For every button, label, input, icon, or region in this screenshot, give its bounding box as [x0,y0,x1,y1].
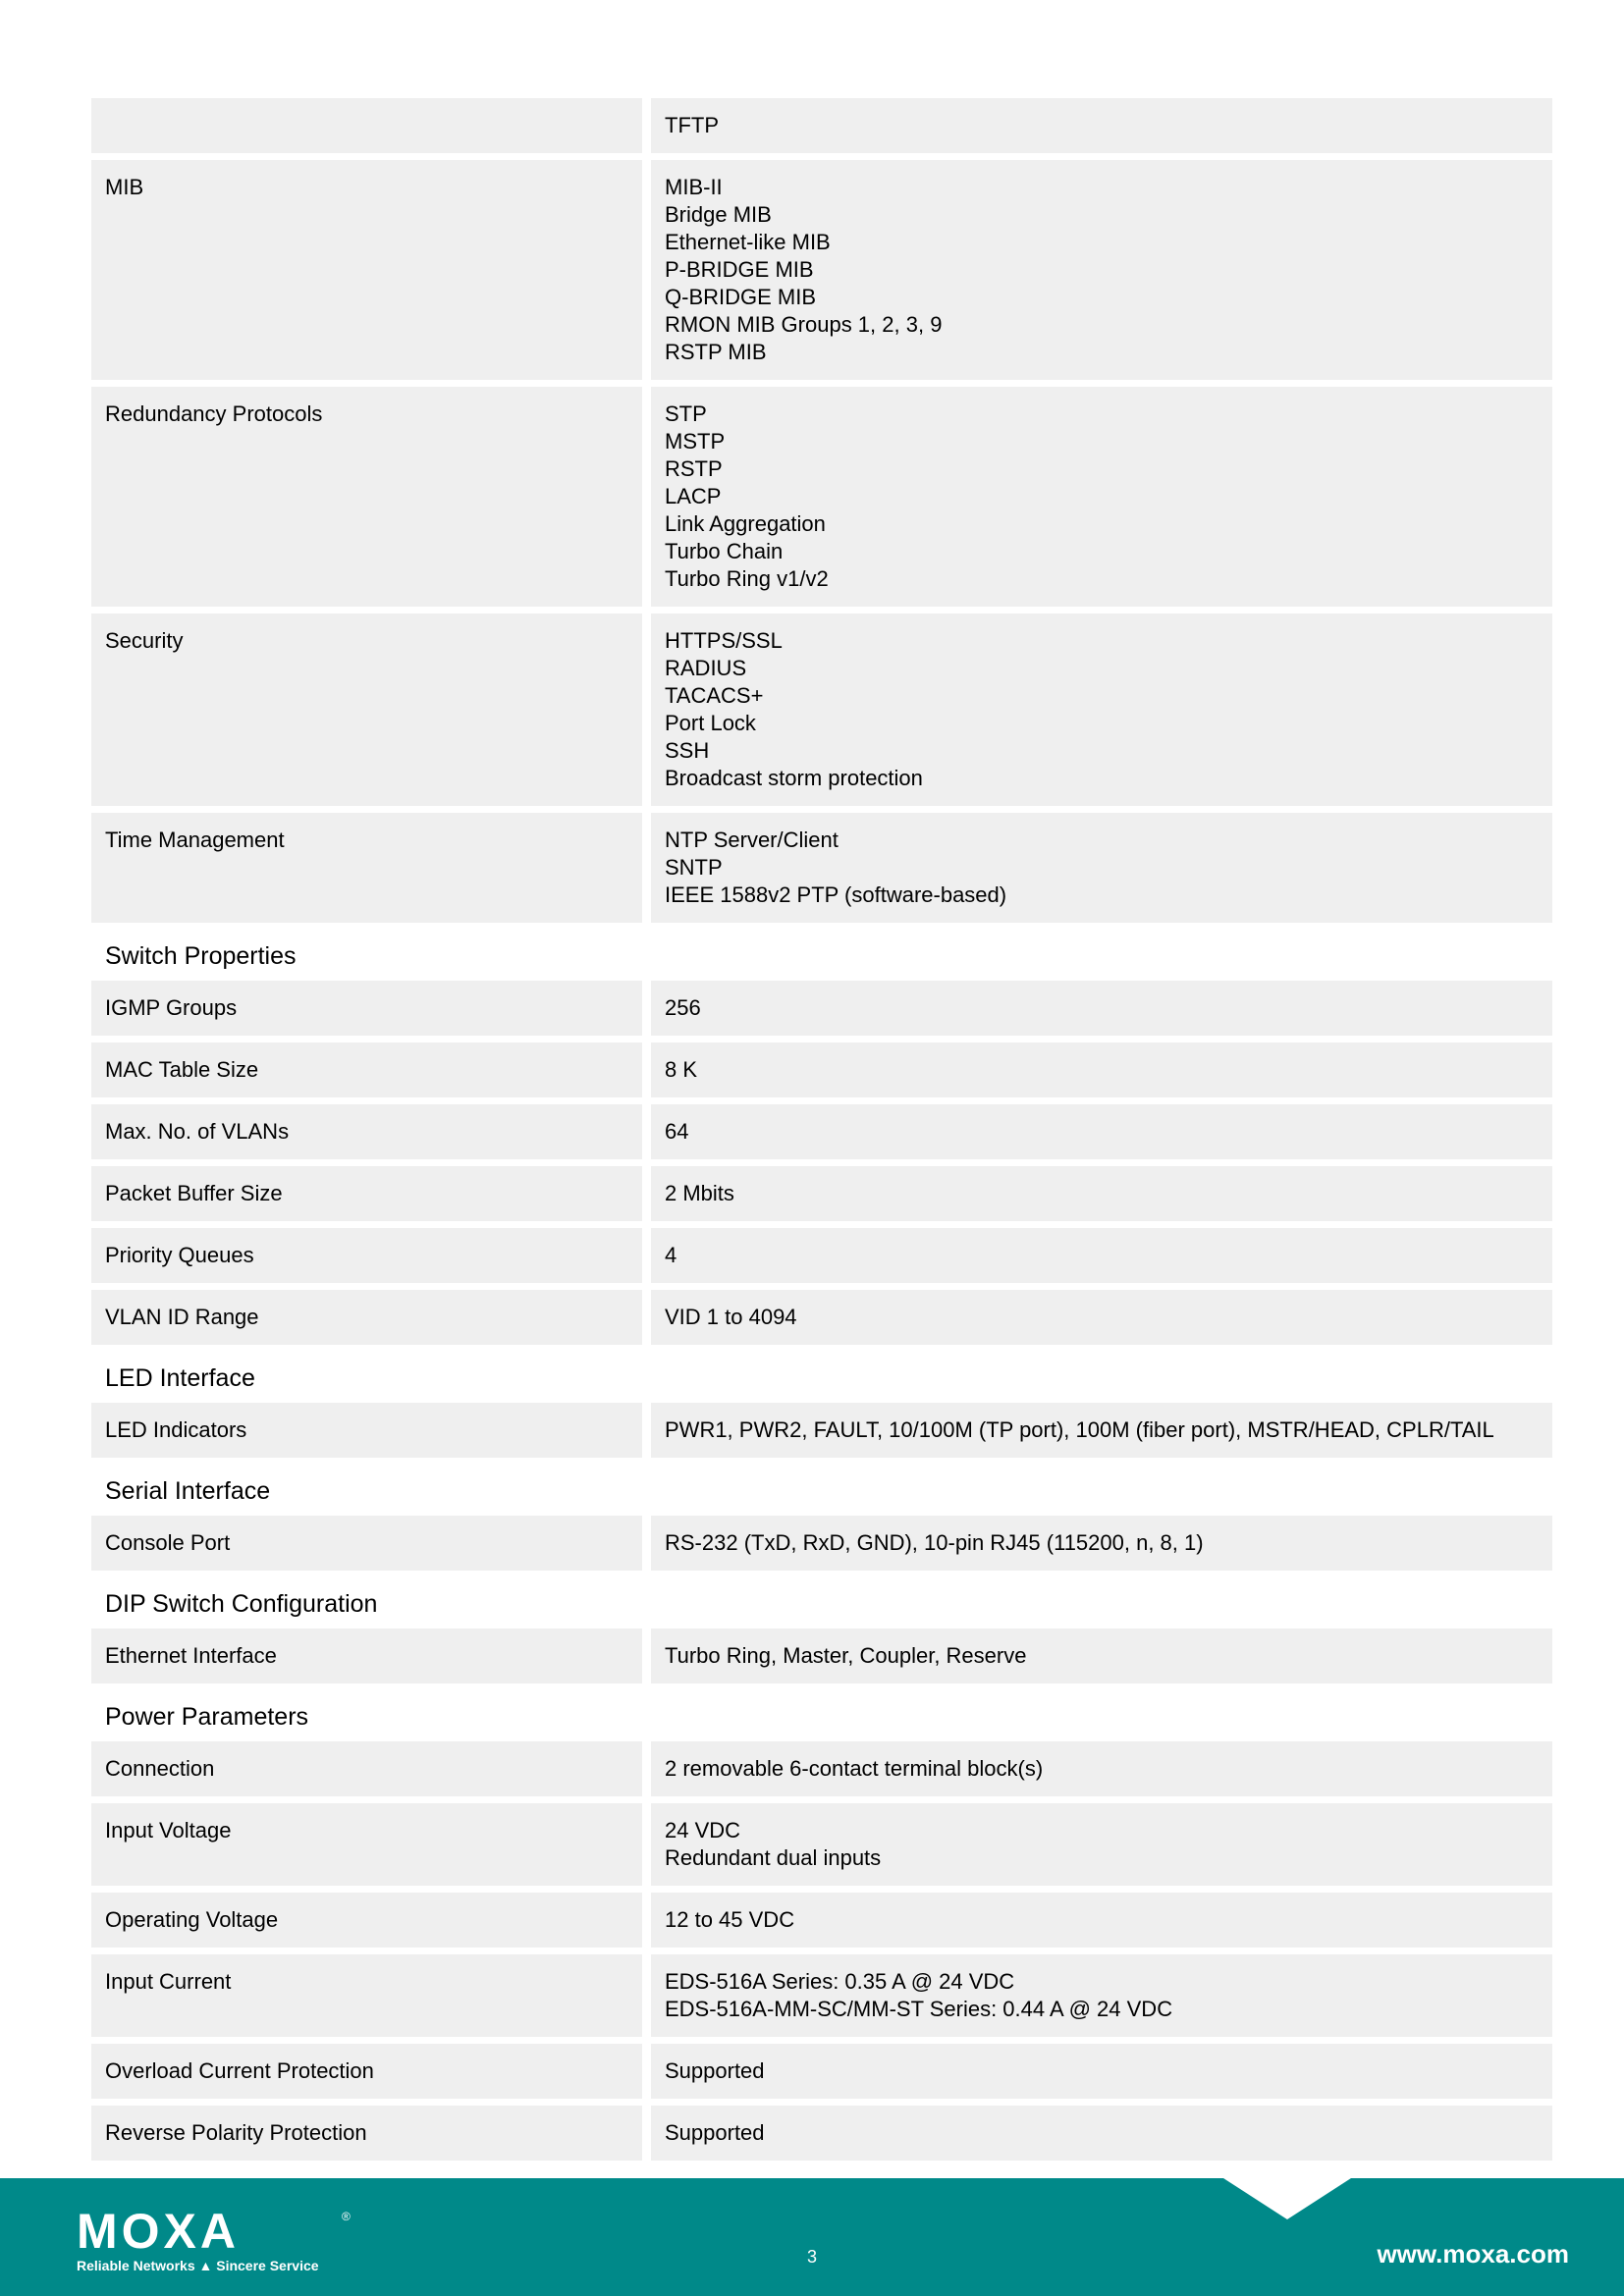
logo-tagline: Reliable Networks ▲ Sincere Service [77,2258,319,2273]
spec-value [651,1166,1552,1221]
spec-row [91,1893,1552,1948]
section-heading: DIP Switch Configuration [105,1590,378,1618]
spec-value-line: PWR1, PWR2, FAULT, 10/100M (TP port), 100M (fiber port), MSTR/HEAD, CPLR/TAIL [665,1417,1494,1442]
spec-label: VLAN ID Range [91,1290,642,1345]
spec-value-line: STP [665,401,707,426]
spec-value [651,1290,1552,1345]
spec-value [651,813,1552,923]
spec-value-line: 2 removable 6-contact terminal block(s) [665,1756,1044,1781]
spec-value-line: MIB-II [665,175,723,199]
spec-row [91,813,1552,923]
spec-value-line: LACP [665,484,722,508]
spec-row [91,2106,1552,2161]
spec-value-line: Q-BRIDGE MIB [665,285,817,309]
spec-label: Input Voltage [91,1803,642,1886]
spec-value-line: Broadcast storm protection [665,766,923,790]
spec-value [651,1629,1552,1683]
spec-value-line: Ethernet-like MIB [665,230,831,254]
spec-value [651,387,1552,607]
website-link[interactable]: www.moxa.com [1377,2239,1569,2269]
spec-row [91,387,1552,607]
spec-value-line: 2 Mbits [665,1181,734,1205]
spec-value-line: HTTPS/SSL [665,628,783,653]
spec-row [91,614,1552,806]
spec-value-line: 256 [665,995,701,1020]
page-number: 3 [806,2247,817,2267]
spec-value-line: RSTP MIB [665,340,767,364]
spec-label: Reverse Polarity Protection [91,2106,642,2161]
spec-value-line: Supported [665,2058,765,2083]
spec-label [91,98,642,153]
spec-value [651,1042,1552,1097]
spec-label: Security [91,614,642,806]
spec-value [651,1516,1552,1571]
spec-row [91,98,1552,153]
spec-label: Priority Queues [91,1228,642,1283]
spec-row [91,2044,1552,2099]
section-heading: Switch Properties [105,942,297,970]
section-heading: LED Interface [105,1364,255,1392]
spec-value-line: RADIUS [665,656,747,680]
spec-value-line: Link Aggregation [665,511,826,536]
spec-row [91,1228,1552,1283]
logo-wordmark: MOXA [77,2204,240,2259]
spec-label: Overload Current Protection [91,2044,642,2099]
spec-row [91,1803,1552,1886]
spec-value [651,1954,1552,2037]
spec-value-line: RS-232 (TxD, RxD, GND), 10-pin RJ45 (115200, n, 8, 1) [665,1530,1204,1555]
spec-label: Max. No. of VLANs [91,1104,642,1159]
spec-row [91,1104,1552,1159]
spec-row [91,160,1552,380]
spec-value-line: RSTP [665,456,723,481]
spec-row [91,1166,1552,1221]
spec-value [651,1403,1552,1458]
spec-label: Console Port [91,1516,642,1571]
spec-value-line: 8 K [665,1057,698,1082]
spec-label: Packet Buffer Size [91,1166,642,1221]
spec-value-line: RMON MIB Groups 1, 2, 3, 9 [665,312,943,337]
spec-value-line: Supported [665,2120,765,2145]
spec-value-line: 24 VDC [665,1818,741,1842]
spec-row [91,1954,1552,2037]
spec-value [651,2044,1552,2099]
spec-table [91,98,1552,2167]
spec-value-line: 64 [665,1119,689,1144]
spec-value [651,981,1552,1036]
spec-label: MAC Table Size [91,1042,642,1097]
section-heading: Serial Interface [105,1477,271,1505]
spec-value-line: Redundant dual inputs [665,1845,882,1870]
spec-row [91,1403,1552,1458]
spec-value-line: VID 1 to 4094 [665,1305,797,1329]
spec-value-line: EDS-516A Series: 0.35 A @ 24 VDC [665,1969,1015,1994]
spec-value [651,1803,1552,1886]
spec-label: Input Current [91,1954,642,2037]
spec-value-line: SSH [665,738,710,763]
page-footer [0,2178,1624,2296]
spec-value-line: Turbo Ring v1/v2 [665,566,829,591]
spec-label: LED Indicators [91,1403,642,1458]
spec-row [91,1290,1552,1345]
spec-value-line: IEEE 1588v2 PTP (software-based) [665,882,1007,907]
spec-value-line: TFTP [665,113,719,137]
spec-row [91,1629,1552,1683]
spec-value [651,1104,1552,1159]
spec-row [91,1741,1552,1796]
spec-value-line: 4 [665,1243,677,1267]
spec-value-line: MSTP [665,429,726,454]
spec-value-line: P-BRIDGE MIB [665,257,814,282]
spec-label: Operating Voltage [91,1893,642,1948]
spec-label: Ethernet Interface [91,1629,642,1683]
spec-value-line: Turbo Chain [665,539,784,563]
spec-value-line: TACACS+ [665,683,764,708]
spec-value-line: Port Lock [665,711,756,735]
spec-label: Connection [91,1741,642,1796]
spec-row [91,1042,1552,1097]
section-heading: Power Parameters [105,1703,309,1731]
spec-value [651,1893,1552,1948]
spec-label: MIB [91,160,642,380]
spec-value-line: EDS-516A-MM-SC/MM-ST Series: 0.44 A @ 24 VDC [665,1997,1173,2021]
spec-label: Redundancy Protocols [91,387,642,607]
footer-notch [1223,2178,1351,2219]
spec-value-line: 12 to 45 VDC [665,1907,795,1932]
spec-value [651,98,1552,153]
spec-row [91,981,1552,1036]
spec-value-line: Turbo Ring, Master, Coupler, Reserve [665,1643,1027,1668]
spec-value [651,614,1552,806]
spec-label: Time Management [91,813,642,923]
spec-value-line: SNTP [665,855,723,880]
spec-label: IGMP Groups [91,981,642,1036]
spec-value [651,1228,1552,1283]
logo-registered-mark: ® [342,2210,351,2223]
spec-row [91,1516,1552,1571]
spec-value [651,1741,1552,1796]
spec-value-line: NTP Server/Client [665,828,839,852]
spec-value-line: Bridge MIB [665,202,772,227]
spec-value [651,160,1552,380]
spec-value [651,2106,1552,2161]
